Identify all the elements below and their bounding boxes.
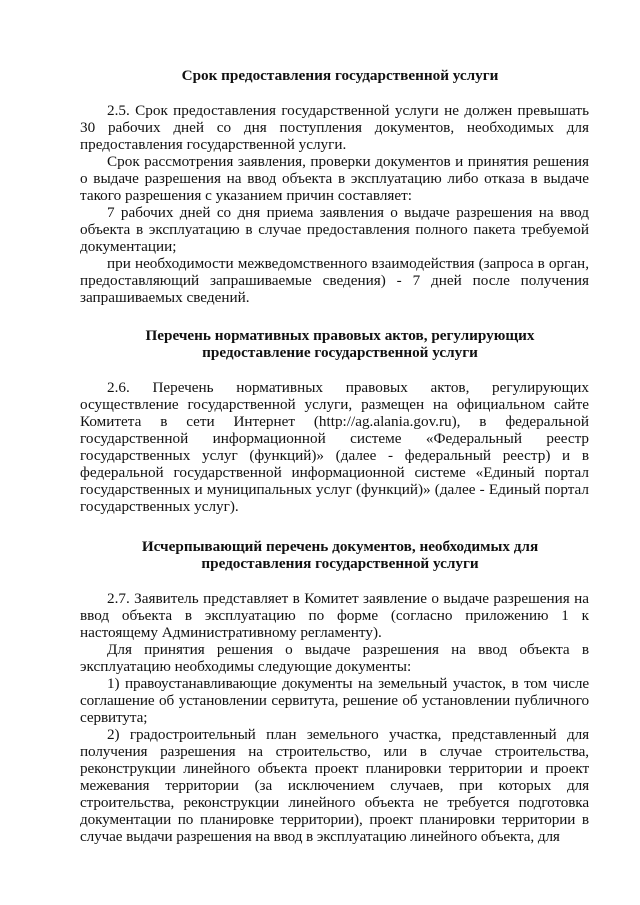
list-item-2: 2) градостроительный план земельного участка, представленный для получения разрешения на строительство, или в случае строительства, реконструкции линейного объекта проект планировки территории и проект межевания территории (за исключением случаев, при которых для строительства, реконструкции линейного объекта не требуется подготовка документации по планировке территории), проект планировки территории в случае выдачи разрешения на ввод в эксплуатацию линейного объекта, для	[80, 726, 589, 845]
section-heading-acts-line2: предоставление государственной услуги	[202, 344, 478, 361]
paragraph-2-5: 2.5. Срок предоставления государственной услуги не должен превышать 30 рабочих дней со дня поступления документов, необходимых для предоставления государственной услуги.	[80, 102, 589, 153]
section-heading-term: Срок предоставления государственной услуги	[181, 67, 499, 84]
section-heading-docs-line1: Исчерпывающий перечень документов, необходимых для	[141, 538, 539, 555]
paragraph-2-6: 2.6. Перечень нормативных правовых актов, регулирующих осуществление государственной услуги, размещен на официальном сайте Комитета в сети Интернет (http://ag.alania.gov.ru), в федеральной государственной информационной системе «Федеральный реестр государственных услуг (функций)» (далее - федеральный реестр) и в федеральной государственной информационной системе «Единый портал государственных и муниципальных услуг (функций)» (далее - Единый портал государственных услуг).	[80, 379, 589, 515]
list-item-1: 1) правоустанавливающие документы на земельный участок, в том числе соглашение об установлении сервитута, решение об установлении публичного сервитута;	[80, 675, 589, 726]
section-heading-acts-line1: Перечень нормативных правовых актов, регулирующих	[145, 327, 535, 344]
section-heading-docs-line2: предоставления государственной услуги	[201, 555, 479, 572]
paragraph-interagency: при необходимости межведомственного взаимодействия (запроса в орган, предоставляющий запрашиваемые сведения) - 7 дней после получения запрашиваемых сведений.	[80, 255, 589, 306]
paragraph-7-days: 7 рабочих дней со дня приема заявления о выдаче разрешения на ввод объекта в эксплуатацию в случае предоставления полного пакета требуемой документации;	[80, 204, 589, 255]
paragraph-review-term: Срок рассмотрения заявления, проверки документов и принятия решения о выдаче разрешения на ввод объекта в эксплуатацию либо отказа в выдаче такого разрешения с указанием причин составляет:	[80, 153, 589, 204]
paragraph-2-7: 2.7. Заявитель представляет в Комитет заявление о выдаче разрешения на ввод объекта в эксплуатацию по форме (согласно приложению 1 к настоящему Административному регламенту).	[80, 590, 589, 641]
paragraph-required-docs: Для принятия решения о выдаче разрешения на ввод объекта в эксплуатацию необходимы следующие документы:	[80, 641, 589, 675]
